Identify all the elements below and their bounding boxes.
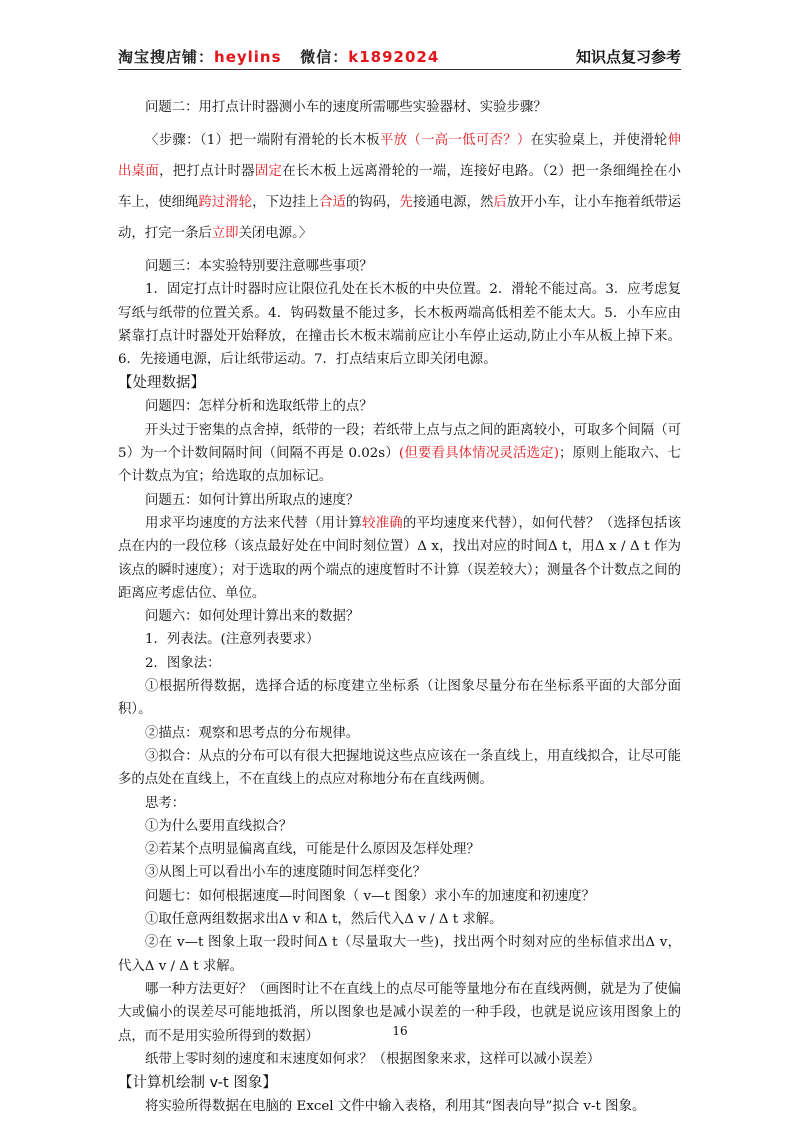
q2-step-highlight: 立即: [211, 226, 239, 241]
q2-step-highlight: 伸出桌面: [118, 133, 681, 179]
q2-step-text: ，把打点计时器: [159, 164, 255, 179]
q5-answer-highlight: 较准确: [362, 515, 403, 531]
q5-answer: 用求平均速度的方法来代替（用计算较准确的平均速度来代替），如何代替？（选择包括该点在内的一段位移（该点最好处在中间时刻位置）Δ x，找出对应的时间Δ t，用Δ x / Δ t 作为该点的瞬时速度）；对于选取的两个端点的速度暂时不计算（误差较大）；测量各个计数点之间的距离应考虑估位、单位。: [118, 515, 681, 601]
q7-better: 哪一种方法更好？（画图时让不在直线上的点尽可能等量地分布在直线两侧，就是为了使偏大或偏小的误差尽可能地抵消，所以图象也是减小误差的一种手段，也就是说应该用图象上的点，而不是用实验所得到的数据）: [118, 981, 681, 1044]
q2-step-highlight: 平放（一高一低可否？）: [379, 133, 531, 148]
shop-name: heylins: [214, 48, 282, 66]
wechat-id: k1892024: [348, 48, 440, 66]
header-divider: [118, 69, 681, 70]
q6-method-2: 2．图象法：: [145, 655, 221, 671]
q6-step-3: ③拟合：从点的分布可以有很大把握地说这些点应该在一条直线上，用直线拟合，让尽可能多的点处在直线上，不在直线上的点应对称地分布在直线两侧。: [118, 748, 681, 788]
q2-step-text: 的钩码，: [345, 195, 400, 210]
q2-step-highlight: 跨过滑轮: [198, 195, 253, 210]
q5-question: 问题五：如何计算出所取点的速度？: [145, 492, 360, 508]
section-heading-excel: 【计算机绘制 v-t 图象】: [118, 1075, 277, 1092]
q2-step-text: 在长木板上远离滑轮的一端，连接好电路。（2）把一条细绳拴在小车上，使细绳: [118, 164, 681, 210]
q7-question: 问题七：如何根据速度—时间图象（ v—t 图象）求小车的加速度和初速度？: [145, 888, 595, 904]
q2-step-text: 关闭电源。〉: [238, 226, 313, 241]
q2-step-text: 在实验桌上，并使滑轮: [530, 133, 668, 148]
q6-step-1: ①根据所得数据，选择合适的标度建立坐标系（让图象尽量分布在坐标系平面的大部分面积）。: [118, 679, 681, 718]
think-2: ②若某个点明显偏离直线，可能是什么原因及怎样处理？: [145, 842, 480, 858]
q2-step-text: 放开小车，让小车拖着纸带运动，打完一条后: [118, 195, 682, 241]
q4-answer: 开头过于密集的点舍掉，纸带的一段；若纸带上点与点之间的距离较小，可取多个间隔（可 5）为一个计数间隔时间（间隔不再是 0.02s）(但要看具体情况灵活选定)；原则上能取六、七个计数点为宜；给选取的点加标记。: [118, 422, 682, 485]
q4-answer-highlight: (但要看具体情况灵活选定): [398, 446, 559, 462]
q2-question: 问题二：用打点计时器测小车的速度所需哪些实验器材、实验步骤？: [145, 100, 547, 115]
think-3: ③从图上可以看出小车的速度随时间怎样变化？: [145, 865, 427, 881]
document-body: [118, 92, 681, 1118]
q2-step-text: 接通电源，然: [412, 195, 494, 210]
q6-step-2: ②描点：观察和思考点的分布规律。: [145, 725, 360, 741]
q2-step-highlight: 合适: [319, 195, 346, 210]
excel-instructions: 将实验所得数据在电脑的 Excel 文件中输入表格，利用其“图表向导”拟合 v-t 图象。: [145, 1099, 646, 1115]
q6-method-1: 1．列表法。(注意列表要求）: [145, 632, 320, 648]
q3-question: 问题三：本实验特别要注意哪些事项？: [145, 259, 373, 274]
wechat-label: 微信：: [300, 48, 349, 66]
section-heading-data: 【处理数据】: [118, 375, 205, 392]
page-header: [118, 44, 681, 68]
q7-answer-1: ①取任意两组数据求出Δ v 和Δ t，然后代入Δ v / Δ t 求解。: [145, 912, 503, 928]
think-label: 思考：: [145, 795, 186, 811]
q2-step-highlight: 先: [399, 195, 413, 210]
q7-answer-2: ②在 v—t 图象上取一段时间Δ t（尽量取大一些)，找出两个时刻对应的坐标值求出Δ v，代入Δ v / Δ t 求解。: [118, 935, 681, 974]
q2-steps: [118, 125, 681, 249]
q2-step-highlight: 后: [493, 195, 507, 210]
q2-step-text: 〈步骤：（1）把一端附有滑轮的长木板: [145, 133, 380, 148]
think-1: ①为什么要用直线拟合？: [145, 818, 293, 834]
q6-question: 问题六：如何处理计算出来的数据？: [145, 609, 360, 625]
header-title: 知识点复习参考: [575, 48, 681, 66]
q2-step-highlight: 固定: [254, 164, 283, 179]
header-shop-info: [118, 46, 439, 67]
page-number: 16: [392, 1024, 408, 1038]
q7-zero-time: 纸带上零时刻的速度和末速度如何求？（根据图象来求，这样可以减小误差）: [145, 1051, 601, 1067]
shop-label: 淘宝搜店铺：: [118, 48, 215, 66]
q4-question: 问题四：怎样分析和选取纸带上的点？: [145, 399, 373, 415]
q3-answer: 1．固定打点计时器时应让限位孔处在长木板的中央位置。2．滑轮不能过高。3．应考虑复写纸与纸带的位置关系。4．钩码数量不能过多，长木板两端高低相差不能太大。5．小车应由紧靠打点计时器处开始释放，在撞击长木板末端前应让小车停止运动,防止小车从板上掉下来。6．先接通电源，后让纸带运动。7．打点结束后立即关闭电源。: [118, 282, 681, 368]
q2-step-text: ，下边挂上: [252, 195, 320, 210]
